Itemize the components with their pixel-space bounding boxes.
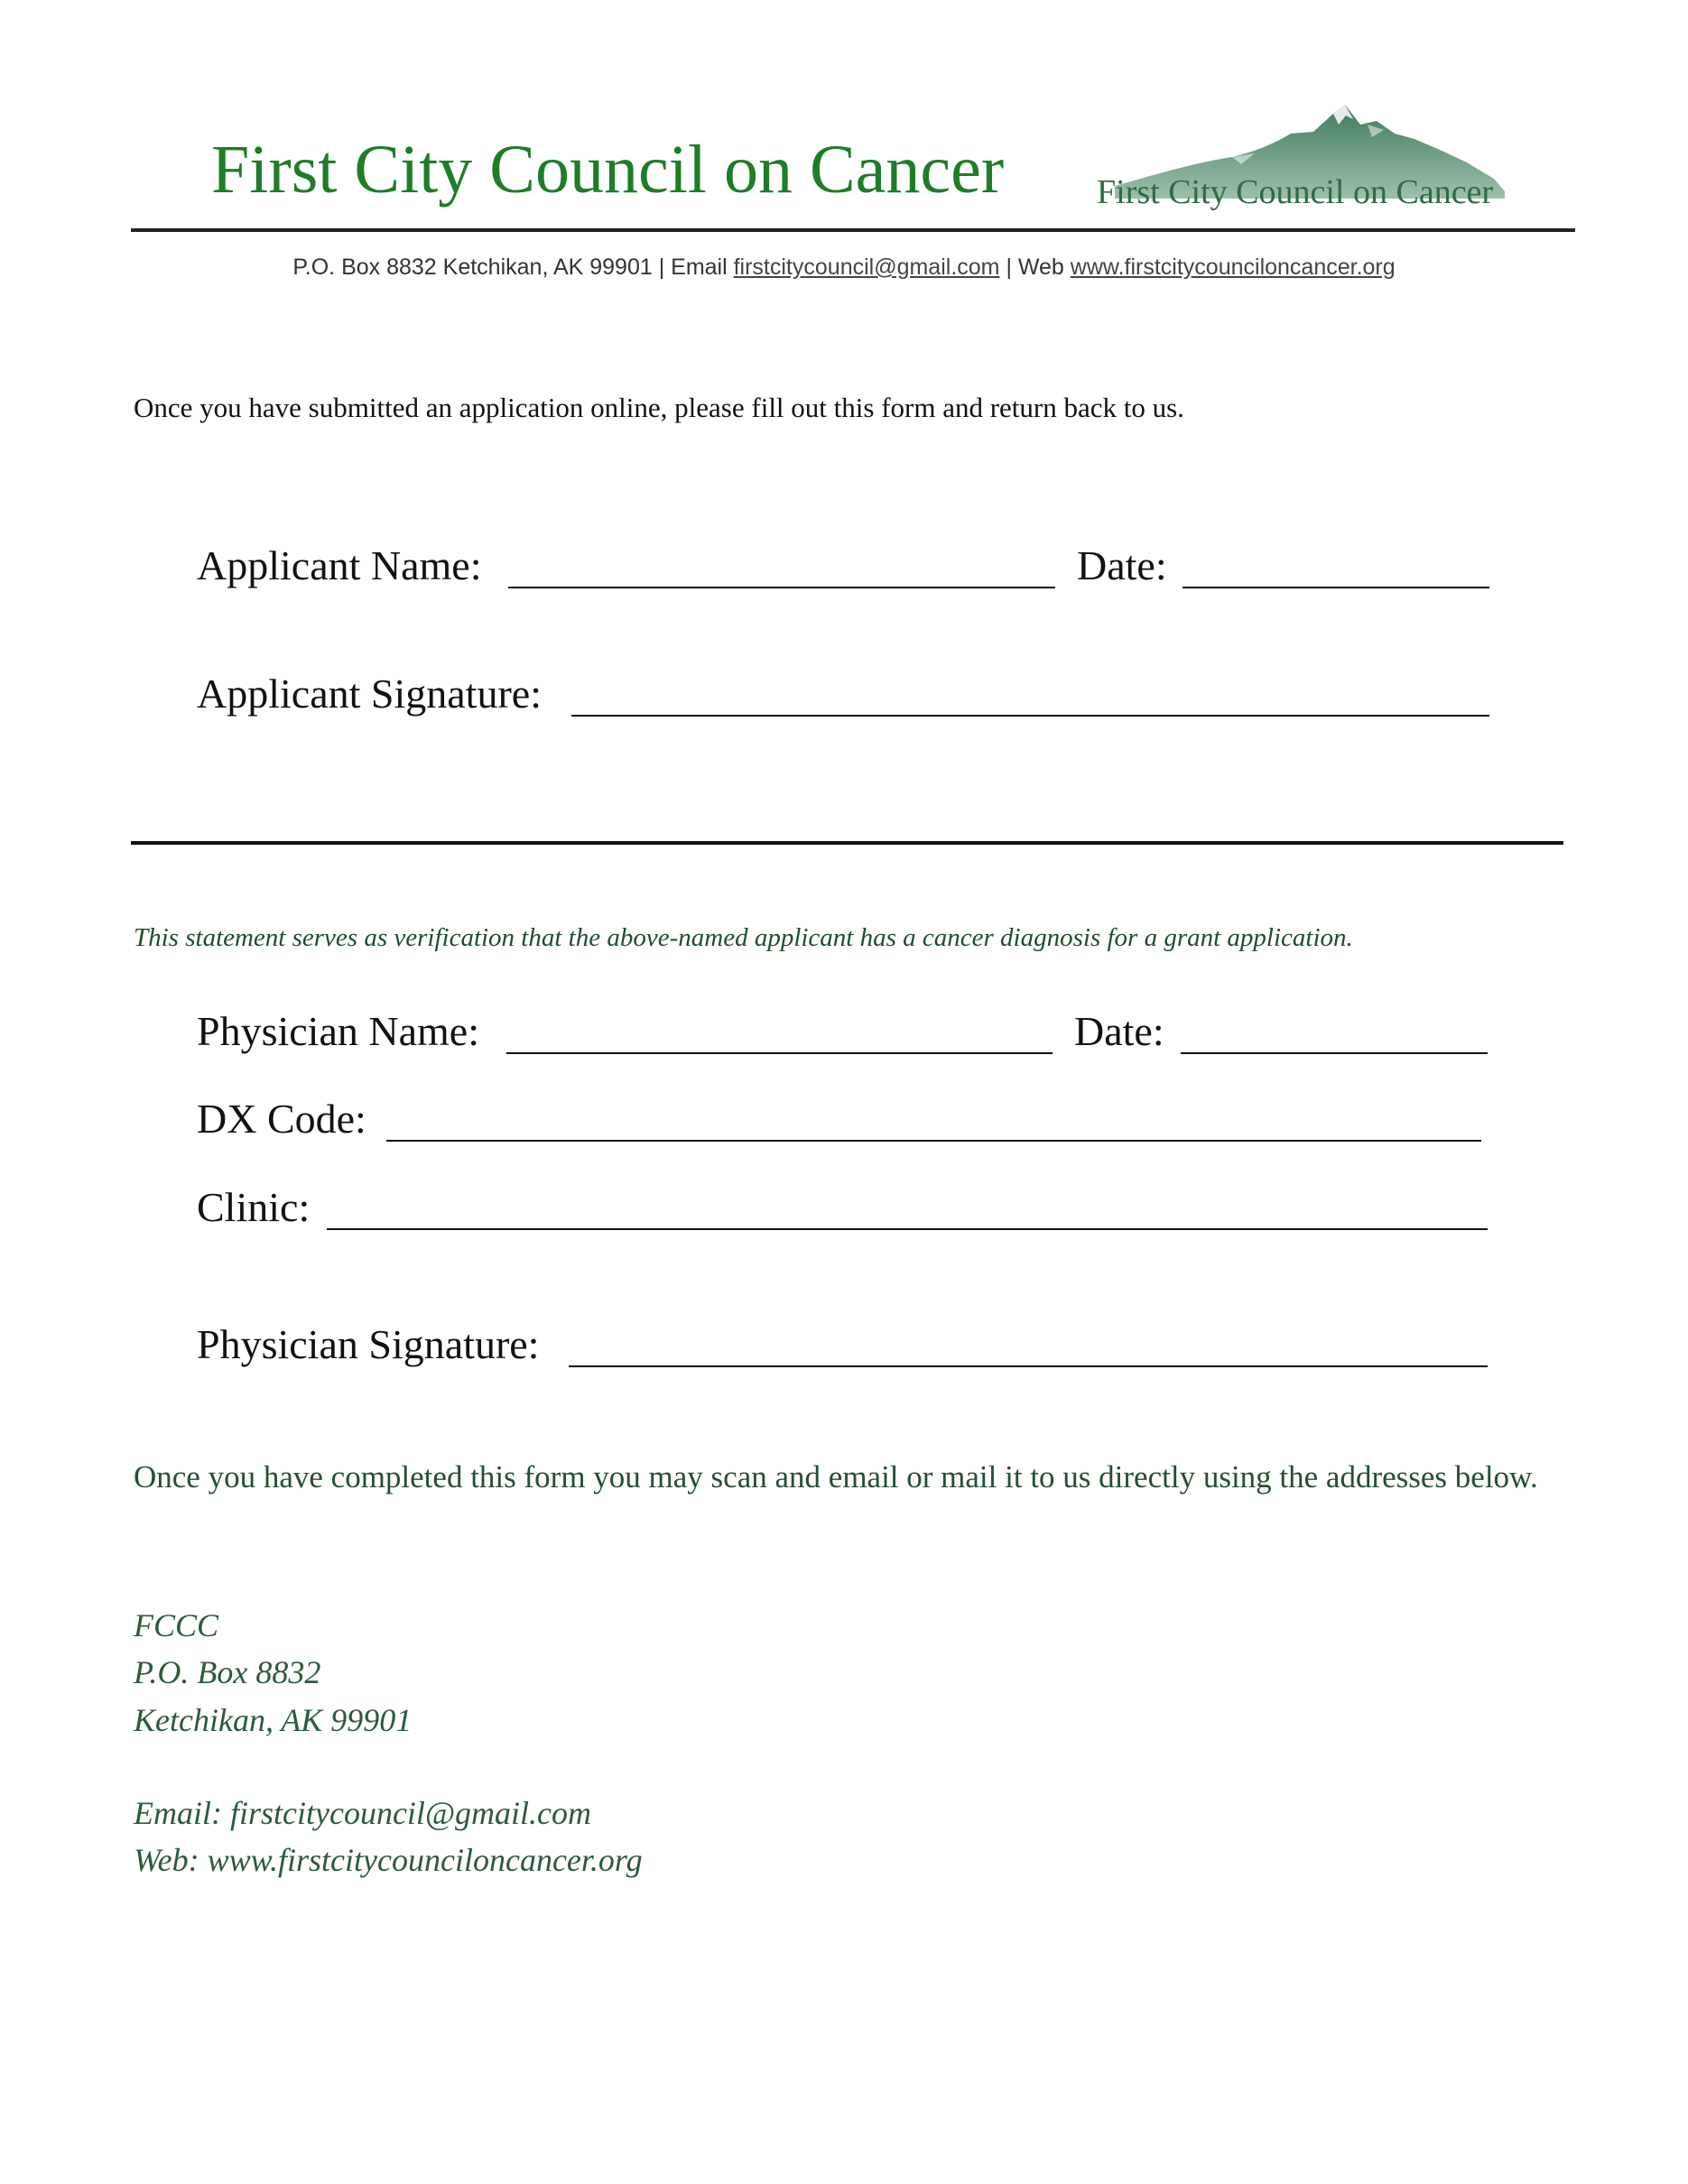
contact-web-prefix: | Web <box>999 254 1071 280</box>
dx-code-field[interactable] <box>386 1140 1481 1142</box>
physician-date-field[interactable] <box>1181 1052 1488 1054</box>
applicant-date-label: Date: <box>1077 542 1167 588</box>
physician-name-field[interactable] <box>506 1052 1053 1054</box>
address-web[interactable]: Web: www.firstcitycounciloncancer.org <box>134 1842 643 1878</box>
address-email[interactable]: Email: firstcitycouncil@gmail.com <box>134 1795 592 1831</box>
applicant-name-label: Applicant Name: <box>197 542 482 588</box>
clinic-label: Clinic: <box>197 1184 311 1230</box>
contact-web-link[interactable]: www.firstcitycounciloncancer.org <box>1070 254 1396 280</box>
intro-text: Once you have submitted an application online, please fill out this form and return back to us. <box>134 392 1184 423</box>
contact-email-link[interactable]: firstcitycouncil@gmail.com <box>733 254 1000 280</box>
closing-text: Once you have completed this form you may scan and email or mail it to us directly using the addresses below. <box>134 1459 1538 1495</box>
physician-name-label: Physician Name: <box>197 1008 479 1054</box>
physician-signature-label: Physician Signature: <box>197 1321 540 1367</box>
logo-text: First City Council on Cancer <box>1097 173 1494 211</box>
applicant-signature-label: Applicant Signature: <box>197 671 542 717</box>
address-org: FCCC <box>134 1607 219 1643</box>
applicant-signature-field[interactable] <box>571 715 1489 717</box>
address-city: Ketchikan, AK 99901 <box>134 1702 413 1738</box>
header-divider <box>131 228 1575 232</box>
physician-signature-field[interactable] <box>569 1365 1488 1367</box>
applicant-name-field[interactable] <box>508 587 1055 588</box>
org-title: First City Council on Cancer <box>211 132 1005 208</box>
contact-address: P.O. Box 8832 Ketchikan, AK 99901 | Email <box>292 254 734 280</box>
dx-code-label: DX Code: <box>197 1096 366 1142</box>
verification-statement: This statement serves as verification that the above-named applicant has a cancer diagnosis for a grant application. <box>134 923 1353 952</box>
section-divider <box>131 841 1563 845</box>
applicant-date-field[interactable] <box>1183 587 1489 588</box>
contact-line <box>0 254 1688 281</box>
clinic-field[interactable] <box>327 1228 1488 1230</box>
address-box: P.O. Box 8832 <box>134 1654 321 1690</box>
physician-date-label: Date: <box>1074 1008 1164 1054</box>
